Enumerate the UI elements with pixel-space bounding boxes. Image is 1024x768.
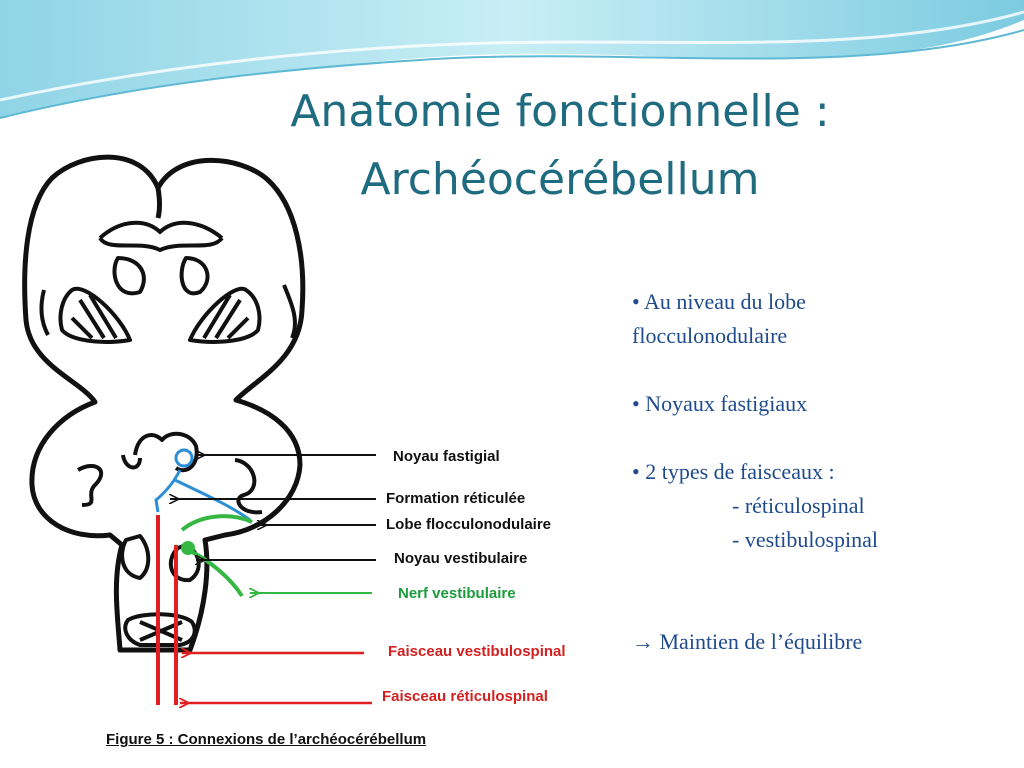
- bullet-3-sub-2: - vestibulospinal: [732, 527, 879, 552]
- label-noyau-fastigial: Noyau fastigial: [385, 446, 508, 467]
- label-lobe-flocculonodulaire: Lobe flocculonodulaire: [378, 514, 559, 535]
- title-line-2: Archéocérébellum: [360, 154, 760, 205]
- bullet-3: • 2 types de faisceaux :: [632, 459, 835, 484]
- label-formation-reticulee: Formation réticulée: [378, 488, 533, 509]
- bullet-1-line-2: flocculonodulaire: [632, 323, 788, 348]
- label-faisceau-reticulospinal: Faisceau réticulospinal: [374, 686, 556, 707]
- label-noyau-vestibulaire: Noyau vestibulaire: [386, 548, 535, 569]
- label-nerf-vestibulaire: Nerf vestibulaire: [390, 583, 524, 604]
- title-line-1: Anatomie fonctionnelle :: [290, 86, 830, 137]
- conclusion: → Maintien de l’équilibre: [632, 629, 863, 654]
- label-faisceau-vestibulospinal: Faisceau vestibulospinal: [380, 641, 574, 662]
- bullet-1-line-1: • Au niveau du lobe: [632, 289, 806, 314]
- bullet-3-sub-1: - réticulospinal: [732, 493, 865, 518]
- bullet-2: • Noyaux fastigiaux: [632, 391, 808, 416]
- figure-caption: Figure 5 : Connexions de l’archéocérébellum: [96, 727, 436, 752]
